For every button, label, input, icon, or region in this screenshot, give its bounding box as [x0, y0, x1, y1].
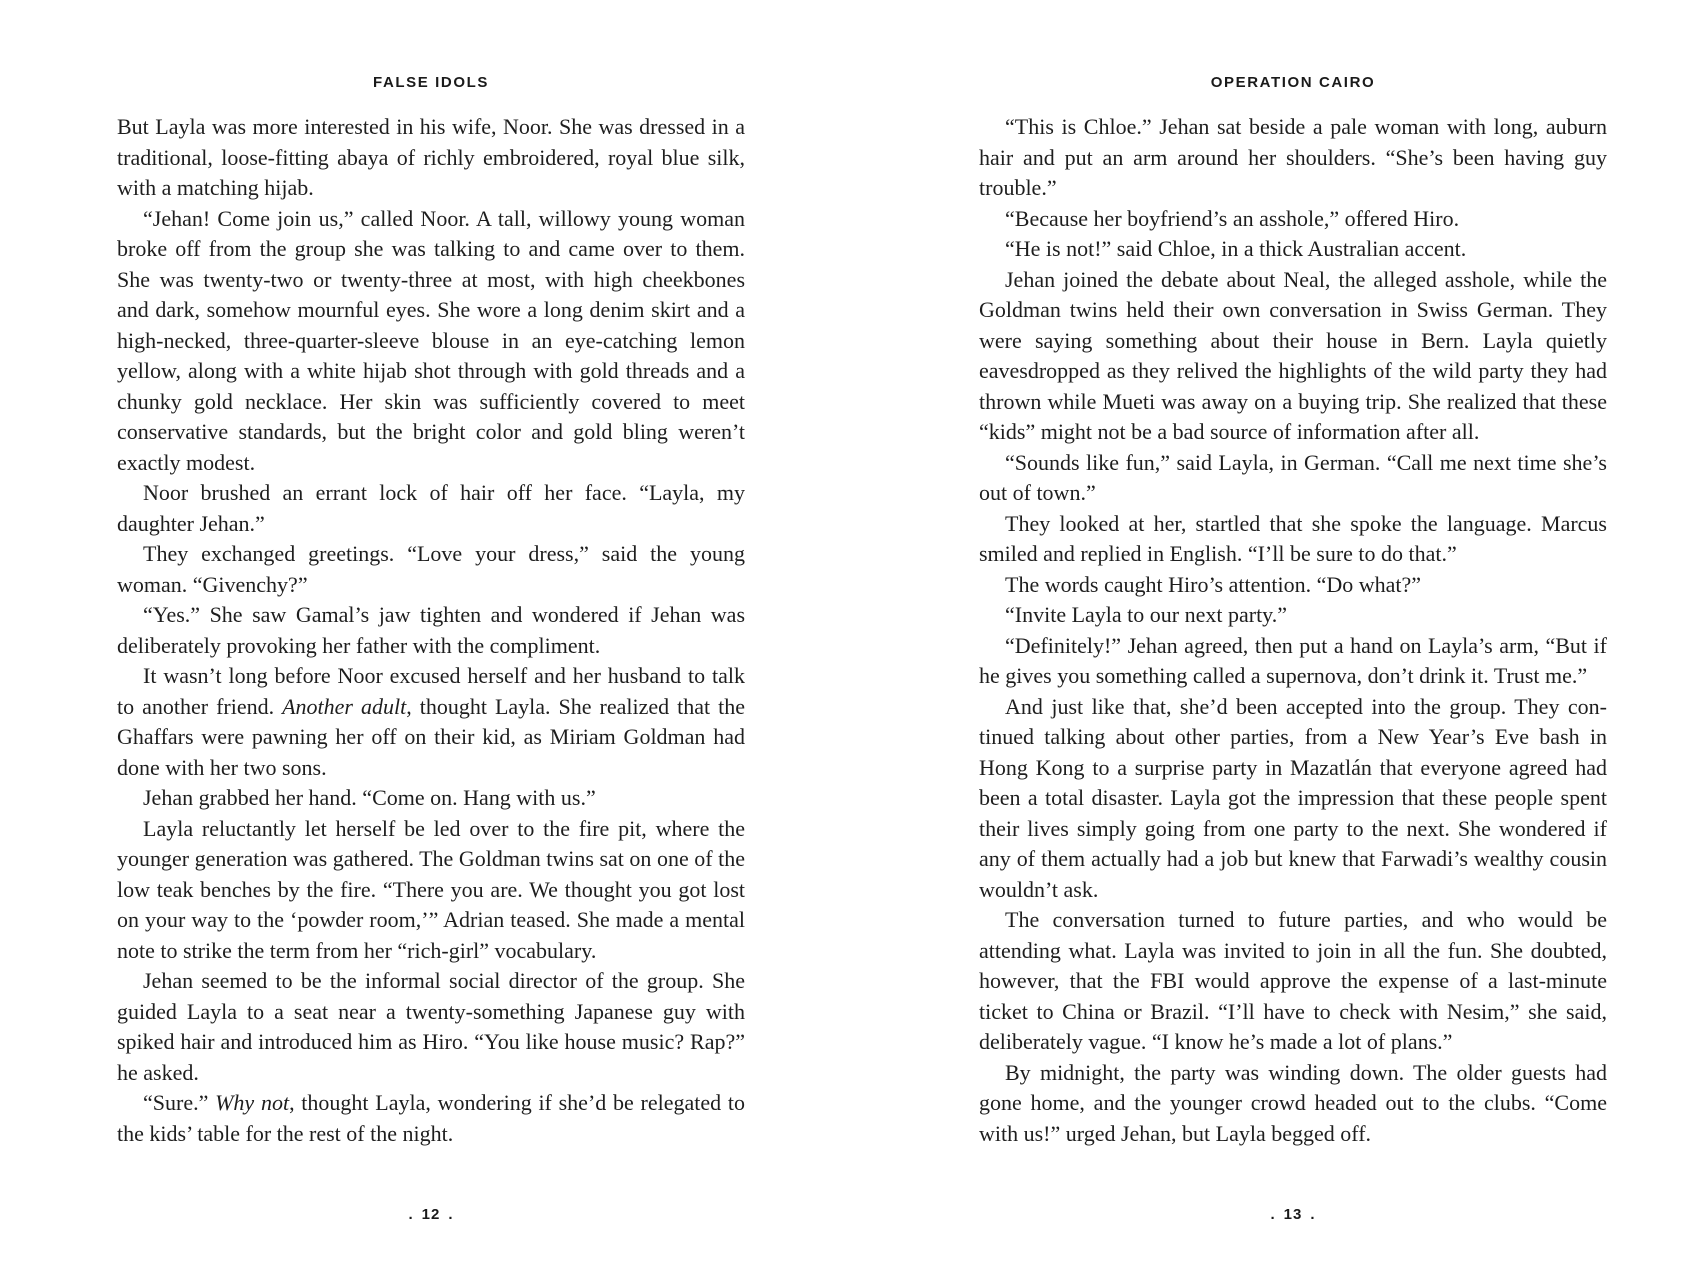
page-number: . 13 .: [1270, 1206, 1316, 1223]
text-run: It wasn’t long before Noor excused herself and her husband to talk to another friend.: [117, 663, 745, 719]
italic-text: Another adult: [282, 693, 407, 719]
paragraph: The words caught Hiro’s attention. “Do what?”: [1005, 571, 1422, 597]
paragraph: But Layla was more interested in his wife, Noor. She was dressed in a traditional, loose-fitting abaya of richly embroidered, royal blue silk, with a matching hijab.: [117, 114, 745, 200]
running-head: FALSE IDOLS: [373, 74, 489, 91]
right-page: [979, 0, 1607, 1275]
text-run: , thought Layla, wondering if she’d be relegated to the kids’ table for the rest of the night.: [117, 1090, 745, 1146]
paragraph: Jehan seemed to be the informal social director of the group. She guided Layla to a seat near a twenty-something Japanese guy with spiked hair and introduced him as Hiro. “You like house music? Rap?” he asked.: [117, 968, 745, 1085]
paragraph: “Sounds like fun,” said Layla, in German. “Call me next time she’s out of town.”: [979, 449, 1607, 505]
paragraph: Noor brushed an errant lock of hair off her face. “Layla, my daughter Jehan.”: [117, 480, 745, 536]
body-text: [979, 112, 1607, 1149]
paragraph: Jehan grabbed her hand. “Come on. Hang with us.”: [143, 785, 596, 810]
paragraph: Layla reluctantly let herself be led over to the fire pit, where the younger generation was gathered. The Goldman twins sat on one of the low teak benches by the fire. “There you are. We thought you got lost on your way to the ‘powder room,’” Adrian teased. She made a mental note to strike the term from her “rich-girl” vocabulary.: [117, 815, 745, 963]
paragraph: And just like that, she’d been accepted into the group. They continued talking about other parties, from a New Year’s Eve bash in Hong Kong to a surprise party in Mazatlán that everyone agreed had been a total disaster. Layla got the impression that these people spent their lives simply going from one party to the next. She wondered if any of them actually had a job but knew that Farwadi’s wealthy cousin wouldn’t ask.: [979, 693, 1607, 902]
paragraph: The conversation turned to future parties, and who would be attending what. Layla was invited to join in all the fun. She doubted, however, that the FBI would approve the expense of a last-minute ticket to China or Brazil. “I’ll have to check with Nesim,” she said, deliberately vague. “I know he’s made a lot of plans.”: [979, 907, 1607, 1054]
paragraph: [117, 1088, 745, 1149]
paragraph: They exchanged greetings. “Love your dress,” said the young woman. “Givenchy?”: [117, 541, 745, 597]
paragraph: “Because her boyfriend’s an asshole,” offered Hiro.: [1005, 205, 1460, 231]
page-number: . 12 .: [408, 1206, 454, 1223]
paragraph: “Definitely!” Jehan agreed, then put a hand on Layla’s arm, “But if he gives you something called a supernova, don’t drink it. Trust me.”: [979, 632, 1607, 688]
italic-text: Why not: [215, 1090, 290, 1115]
paragraph: “He is not!” said Chloe, in a thick Australian accent.: [1005, 236, 1467, 261]
page-number-value: 12: [421, 1206, 441, 1223]
running-head: OPERATION CAIRO: [1210, 74, 1376, 91]
paragraph: They looked at her, startled that she spoke the language. Marcus smiled and replied in English. “I’ll be sure to do that.”: [979, 510, 1607, 566]
left-page: [117, 0, 745, 1275]
paragraph: Jehan joined the debate about Neal, the alleged asshole, while the Goldman twins held their own conversation in Swiss German. They were saying something about their house in Bern. Layla quietly eavesdropped as they relived the highlights of the wild party they had thrown while Mueti was away on a buying trip. She realized that these “kids” might not be a bad source of information after all.: [979, 266, 1607, 444]
paragraph: “Invite Layla to our next party.”: [1005, 602, 1288, 627]
page-number-value: 13: [1283, 1206, 1303, 1223]
text-run: “Sure.”: [143, 1090, 216, 1115]
paragraph: [117, 661, 745, 783]
paragraph: “This is Chloe.” Jehan sat beside a pale woman with long, auburn hair and put an arm around her shoulders. “She’s been having guy trouble.”: [979, 114, 1607, 200]
text-run: , thought Layla. She realized that the Ghaffars were pawning her off on their kid, as Miriam Goldman had done with her two sons.: [117, 693, 745, 780]
body-text: [117, 112, 745, 1149]
paragraph: By midnight, the party was winding down. The older guests had gone home, and the younger crowd headed out to the clubs. “Come with us!” urged Jehan, but Layla begged off.: [979, 1059, 1607, 1146]
paragraph: “Jehan! Come join us,” called Noor. A tall, willowy young woman broke off from the group she was talking to and came over to them. She was twenty-two or twenty-three at most, with high cheekbones and dark, somehow mournful eyes. She wore a long denim skirt and a high-necked, three-quarter-sleeve blouse in an eye-catching lemon yellow, along with a white hijab shot through with gold threads and a chunky gold necklace. Her skin was sufficiently covered to meet conservative standards, but the bright color and gold bling weren’t exactly modest.: [117, 205, 745, 475]
paragraph: “Yes.” She saw Gamal’s jaw tighten and wondered if Jehan was deliberately provoking her father with the compliment.: [117, 602, 745, 658]
